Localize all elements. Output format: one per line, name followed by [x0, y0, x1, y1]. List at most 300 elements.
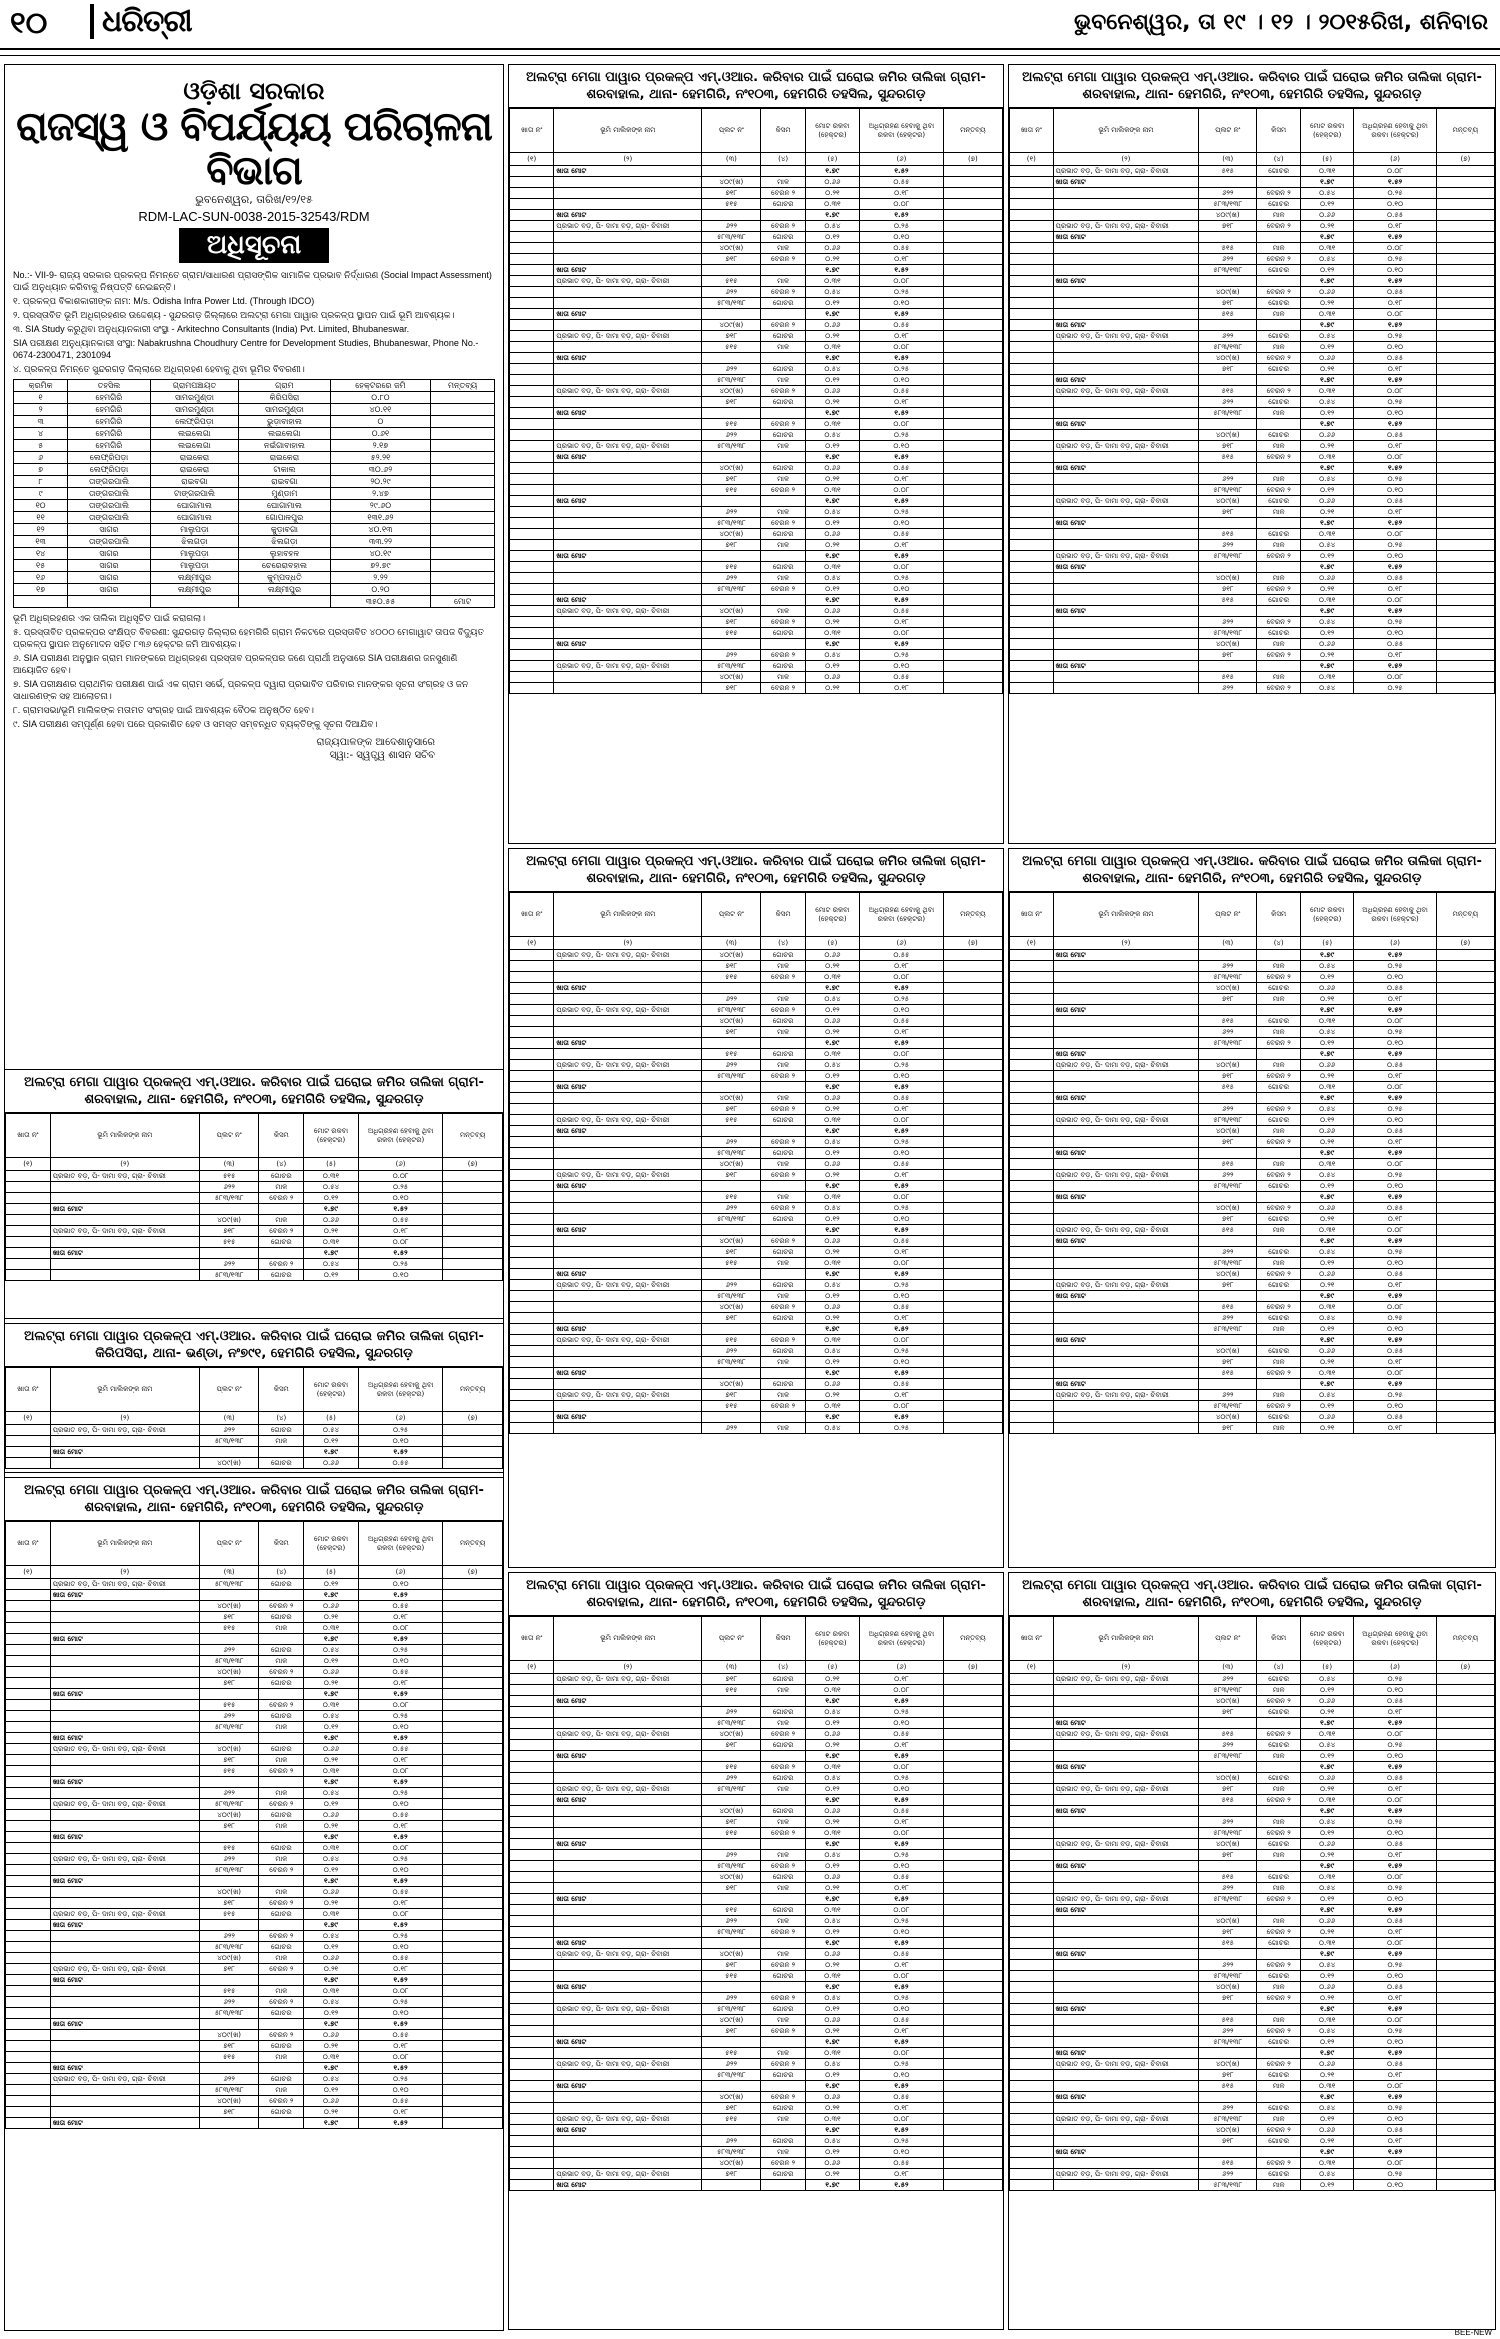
table-cell: ୦.୧୮	[1354, 1850, 1436, 1861]
table-cell	[1010, 628, 1054, 639]
table-row	[510, 972, 1003, 983]
table-cell: ବେରନ ୨	[761, 320, 805, 331]
table-cell	[510, 430, 554, 441]
table-cell: ୦.୩୧	[304, 1909, 359, 1920]
table-cell: ବେରନ ୨	[1257, 1729, 1301, 1740]
table-cell: ୧.୫୨	[860, 309, 944, 320]
table-cell	[6, 1865, 51, 1876]
table-cell: ୦.୧୨	[805, 1718, 859, 1729]
table-cell: ୦.୫୫	[358, 1458, 442, 1469]
table-cell	[1436, 1894, 1494, 1905]
table-cell: ୦.୨୫	[358, 1997, 442, 2008]
table-cell: ୧.୭୯	[805, 1839, 859, 1850]
table-row	[1010, 1247, 1495, 1258]
table-cell: ଖାତା ମୋଟ	[50, 1248, 199, 1259]
table-cell: ୫୮୩/୧୩୮	[1199, 2180, 1257, 2191]
table-cell: ୭୧୮	[1199, 221, 1257, 232]
table-cell	[510, 2070, 554, 2081]
table-cell: ଖାତା ମୋଟ	[1053, 2048, 1199, 2059]
table-cell: ୦.୬୬	[1300, 1982, 1353, 1993]
table-cell	[1010, 1137, 1054, 1148]
table-cell	[510, 243, 554, 254]
table-cell: ମାଳ	[1257, 408, 1301, 419]
table-row	[510, 1685, 1003, 1696]
column-number: (୧)	[6, 1566, 51, 1579]
table-row	[6, 1678, 503, 1689]
table-cell: ୬୨୨	[199, 1425, 259, 1436]
table-cell	[1436, 298, 1494, 309]
table-cell	[943, 1696, 1002, 1707]
table-cell	[554, 1905, 702, 1916]
table-cell: ୫୧୫	[1199, 1729, 1257, 1740]
table-cell	[761, 1751, 805, 1762]
table-cell: ୦.୨୫	[860, 287, 944, 298]
table-cell: ଗୋଚର	[1257, 496, 1301, 507]
table-cell	[761, 496, 805, 507]
table-cell	[6, 1171, 51, 1182]
table-cell: ୦.୫୪	[1300, 397, 1353, 408]
table-cell	[943, 1192, 1002, 1203]
column-header: କିସମ	[1257, 109, 1301, 153]
column-number: (୬)	[358, 1158, 442, 1171]
table-cell: ବେରନ ୨	[1257, 683, 1301, 694]
table-cell: ଖାତା ମୋଟ	[1053, 1005, 1199, 1016]
table-cell	[943, 309, 1002, 320]
summary-cell: ମାଲୁପଡ଼ା	[150, 524, 239, 536]
table-cell: ପ୍ରଭାତ ବଡ଼, ପି- ଦାମା ବଡ଼, ଗ୍ରା- ଚିବାରୀ	[1053, 496, 1199, 507]
table-row	[510, 1795, 1003, 1806]
table-cell	[510, 1137, 554, 1148]
summary-cell	[431, 404, 495, 416]
table-cell: ୦.୧୦	[860, 2147, 944, 2158]
table-row	[6, 2085, 503, 2096]
table-cell: ୦.୨୧	[1300, 2070, 1353, 2081]
table-cell: ୦.୨୧	[1300, 364, 1353, 375]
table-cell: ମାଳ	[1257, 1423, 1301, 1434]
table-cell: ୧.୫୨	[1354, 562, 1436, 573]
table-cell: ୦.୧୨	[304, 1579, 359, 1590]
table-cell: ମାଳ	[1257, 1258, 1301, 1269]
table-cell: ୦.୧୨	[1300, 1401, 1353, 1412]
table-cell: ୦.୧୮	[860, 254, 944, 265]
table-cell: ୦.୧୦	[1354, 2114, 1436, 2125]
table-row	[1010, 1817, 1495, 1828]
table-cell: ୦.୫୫	[1354, 1839, 1436, 1850]
table-cell	[943, 562, 1002, 573]
table-cell: ୦.୧୦	[860, 518, 944, 529]
table-row	[1010, 1005, 1495, 1016]
table-cell: ବେରନ ୨	[1257, 972, 1301, 983]
table-cell: ୦.୫୫	[1354, 496, 1436, 507]
table-cell: ମାଳ	[1257, 639, 1301, 650]
table-cell	[259, 2019, 304, 2030]
table-cell: ମାଳ	[761, 1817, 805, 1828]
table-cell	[1199, 177, 1257, 188]
table-cell: ୪୦୯(ଖ)	[702, 1872, 761, 1883]
table-cell: ୦.୧୦	[1354, 342, 1436, 353]
table-cell: ୦.୧୨	[304, 1656, 359, 1667]
table-cell	[1257, 1905, 1301, 1916]
summary-cell	[431, 536, 495, 548]
table-cell: ୦.୧୮	[358, 2107, 442, 2118]
table-cell	[6, 2030, 51, 2041]
table-row	[6, 1458, 503, 1469]
table-cell: ମାଳ	[259, 2085, 304, 2096]
table-cell	[1053, 265, 1199, 276]
table-cell: ୦.୩୧	[1300, 166, 1353, 177]
table-cell: ୧.୭୯	[805, 2081, 859, 2092]
table-row	[6, 1832, 503, 1843]
table-cell: ୧.୫୨	[358, 1248, 442, 1259]
table-cell	[943, 639, 1002, 650]
table-row	[6, 1248, 503, 1259]
table-cell	[443, 1722, 503, 1733]
table-cell: ୦.୨୫	[1354, 2103, 1436, 2114]
summary-cell	[431, 416, 495, 428]
table-cell	[1199, 1093, 1257, 1104]
table-cell: ୦.୦୮	[1354, 595, 1436, 606]
table-cell	[510, 1412, 554, 1423]
table-cell: ୦.୩୧	[805, 562, 859, 573]
table-cell	[1436, 972, 1494, 983]
table-cell: ୦.୧୨	[805, 1071, 859, 1082]
table-cell	[1053, 1071, 1199, 1082]
table-cell: ବେରନ ୨	[1257, 254, 1301, 265]
table-cell: ଗୋଚର	[761, 628, 805, 639]
table-cell	[1436, 1368, 1494, 1379]
table-cell: ୦.୩୧	[1300, 309, 1353, 320]
notice-item: ୧. ପ୍ରକଳ୍ପ ବିକାଶକାରୀଙ୍କ ନାମ: M/s. Odisha Infra Power Ltd. (Through IDCO)	[13, 296, 315, 306]
table-cell	[443, 1215, 503, 1226]
table-cell	[510, 639, 554, 650]
table-row	[6, 1887, 503, 1898]
table-cell	[1010, 1817, 1054, 1828]
table-cell: ୦.୨୫	[1354, 617, 1436, 628]
table-cell: ୧.୫୨	[860, 408, 944, 419]
table-cell	[943, 1016, 1002, 1027]
table-cell	[943, 1883, 1002, 1894]
table-cell: ୪୦୯(ଖ)	[702, 1159, 761, 1170]
table-cell	[510, 309, 554, 320]
table-cell	[50, 1623, 199, 1634]
table-row	[510, 276, 1003, 287]
table-cell: ୧.୭୯	[805, 1324, 859, 1335]
column-number: (୭)	[1436, 1661, 1494, 1674]
table-cell: ୪୦୯(ଖ)	[1199, 1346, 1257, 1357]
table-row	[510, 1718, 1003, 1729]
table-cell	[943, 2180, 1002, 2191]
table-cell: ୦.୬୬	[805, 177, 859, 188]
summary-row	[14, 392, 495, 404]
column-number: (୭)	[943, 1661, 1002, 1674]
table-cell: ଖାତା ମୋଟ	[554, 408, 702, 419]
table-row	[1010, 1773, 1495, 1784]
table-row	[510, 1839, 1003, 1850]
table-cell	[1436, 1674, 1494, 1685]
table-cell: ୫୧୫	[702, 1258, 761, 1269]
table-cell: ୪୦୯(ଖ)	[702, 1016, 761, 1027]
table-cell: ୦.୬୬	[304, 1810, 359, 1821]
table-cell: ଗୋଚର	[259, 1237, 304, 1248]
table-row	[510, 683, 1003, 694]
table-cell: ମାଳ	[1257, 1982, 1301, 1993]
column-number: (୨)	[50, 1566, 199, 1579]
table-cell	[1436, 617, 1494, 628]
table-cell	[1436, 1137, 1494, 1148]
table-cell	[1010, 2070, 1054, 2081]
table-row	[1010, 353, 1495, 364]
table-cell	[554, 199, 702, 210]
table-cell	[1010, 199, 1054, 210]
table-cell: ଖାତା ମୋଟ	[554, 983, 702, 994]
table-cell	[1010, 507, 1054, 518]
summary-row	[14, 536, 495, 548]
table-cell	[443, 1755, 503, 1766]
table-row	[1010, 1049, 1495, 1060]
land-list-table	[5, 1113, 503, 1281]
table-cell	[1053, 683, 1199, 694]
table-cell: ଖାତା ମୋଟ	[1053, 1236, 1199, 1247]
table-cell	[943, 1971, 1002, 1982]
table-cell	[554, 1148, 702, 1159]
table-cell: ୭୧୮	[702, 254, 761, 265]
table-cell	[943, 1346, 1002, 1357]
table-cell: ୫୧୫	[1199, 2081, 1257, 2092]
summary-cell: ଲେଫ୍ରିପଡ଼ା	[150, 416, 239, 428]
table-cell	[702, 551, 761, 562]
table-cell	[1436, 639, 1494, 650]
table-cell	[1436, 1071, 1494, 1082]
table-cell: ୦.୫୪	[1300, 254, 1353, 265]
table-cell: ୦.୨୫	[1354, 1170, 1436, 1181]
table-cell: ୧.୫୨	[860, 2180, 944, 2191]
table-cell: ୪୦୯(ଖ)	[1199, 983, 1257, 994]
column-header: ଖାତା ନଂ	[1010, 893, 1054, 937]
table-cell	[1053, 2081, 1199, 2092]
table-cell: ଗୋଚର	[259, 1909, 304, 1920]
table-cell: ମାଳ	[761, 606, 805, 617]
table-cell	[510, 1335, 554, 1346]
column-header: ଭୂମି ମାଲିକଙ୍କ ନାମ	[554, 893, 702, 937]
table-cell: ୦.୬୬	[1300, 1696, 1353, 1707]
table-cell: ୧.୫୨	[860, 1982, 944, 1993]
table-cell	[6, 1942, 51, 1953]
table-cell	[1436, 463, 1494, 474]
table-cell	[443, 1920, 503, 1931]
table-cell: ୭୧୮	[199, 1612, 259, 1623]
table-cell: ୫୮୩/୧୩୮	[1199, 1828, 1257, 1839]
notice-item: ୪. ପ୍ରକଳ୍ପ ନିମନ୍ତେ ସୁନ୍ଦରଗଡ଼ ଜିଲ୍ଲାରେ ଅଧିଗ୍ରହଣ ହେବାକୁ ଥିବା ଭୂମିର ବିବରଣୀ।	[13, 364, 305, 374]
table-cell: ଗୋଚର	[761, 1115, 805, 1126]
table-cell: ୦.୦୮	[358, 1623, 442, 1634]
column-header: କିସମ	[761, 893, 805, 937]
table-cell: ୦.୧୮	[1354, 1707, 1436, 1718]
table-row	[510, 1016, 1003, 1027]
table-cell: ୦.୧୨	[304, 2008, 359, 2019]
table-cell: ୦.୨୧	[805, 1674, 859, 1685]
table-row	[1010, 1729, 1495, 1740]
table-cell: ୦.୦୮	[860, 2048, 944, 2059]
summary-cell: ହେମଗିରି	[68, 440, 150, 452]
table-cell: ୦.୧୨	[1300, 1685, 1353, 1696]
table-cell	[1010, 210, 1054, 221]
table-cell: ଗୋଚର	[259, 1711, 304, 1722]
table-cell	[1010, 639, 1054, 650]
table-row	[1010, 1861, 1495, 1872]
table-cell	[443, 1887, 503, 1898]
summary-cell: ୦	[330, 416, 431, 428]
table-cell: ୦.୧୮	[1354, 1071, 1436, 1082]
table-cell	[761, 1795, 805, 1806]
table-cell	[199, 1832, 259, 1843]
column-number: (୧)	[1010, 1661, 1054, 1674]
table-cell	[1010, 1049, 1054, 1060]
signature-block	[13, 736, 495, 762]
table-cell: ୫୧୫	[199, 1843, 259, 1854]
table-cell: ଗୋଚର	[761, 2103, 805, 2114]
table-cell	[6, 1579, 51, 1590]
table-cell: ଖାତା ମୋଟ	[1053, 2147, 1199, 2158]
table-row	[1010, 961, 1495, 972]
table-cell: ୧.୫୨	[1354, 177, 1436, 188]
table-cell: ୬୨୨	[702, 1280, 761, 1291]
table-cell: ୫୮୩/୧୩୮	[1199, 485, 1257, 496]
table-cell	[1010, 485, 1054, 496]
table-cell: ଗୋଚର	[259, 1810, 304, 1821]
table-cell	[199, 1590, 259, 1601]
table-row	[510, 430, 1003, 441]
table-cell: ଗୋଚର	[761, 430, 805, 441]
table-cell	[1053, 1203, 1199, 1214]
table-cell: ବେରନ ୨	[761, 188, 805, 199]
table-cell	[1436, 1390, 1494, 1401]
table-cell	[1010, 1027, 1054, 1038]
table-cell	[1010, 309, 1054, 320]
table-cell: ୦.୫୪	[805, 2059, 859, 2070]
table-cell: ଗୋଚର	[1257, 2070, 1301, 2081]
table-row	[1010, 1949, 1495, 1960]
table-cell: ୫୮୩/୧୩୮	[702, 232, 761, 243]
column-number: (୬)	[860, 937, 944, 950]
table-row	[510, 584, 1003, 595]
table-cell: ୧.୫୨	[1354, 661, 1436, 672]
table-cell: ୦.୨୧	[805, 1960, 859, 1971]
table-cell	[702, 1894, 761, 1905]
table-cell: ୦.୬୬	[1300, 639, 1353, 650]
table-cell: ବେରନ ୨	[259, 1964, 304, 1975]
summary-cell: ୬	[14, 452, 68, 464]
land-list-table	[1009, 108, 1495, 694]
place-date: ଭୁବନେଶ୍ୱର, ତାରିଖ/୧୨/୧୫	[195, 193, 313, 206]
table-cell: ୧.୫୨	[860, 1181, 944, 1192]
table-cell: ପ୍ରଭାତ ବଡ଼, ପି- ଦାମା ବଡ଼, ଗ୍ରା- ଚିବାରୀ	[554, 1949, 702, 1960]
table-cell: ୦.୨୫	[860, 650, 944, 661]
table-cell: ୧.୭୯	[304, 2118, 359, 2129]
table-cell	[1053, 1850, 1199, 1861]
table-cell	[1010, 430, 1054, 441]
table-cell: ଖାତା ମୋଟ	[1053, 1148, 1199, 1159]
table-cell	[6, 1667, 51, 1678]
table-cell: ମାଳ	[761, 540, 805, 551]
table-cell: ଗୋଚର	[761, 1971, 805, 1982]
table-cell: ୬୨୨	[702, 1203, 761, 1214]
table-cell: ୫୮୩/୧୩୮	[1199, 1971, 1257, 1982]
table-cell: ଖାତା ମୋଟ	[554, 1126, 702, 1137]
table-cell	[1053, 342, 1199, 353]
table-cell: ୦.୧୨	[805, 1784, 859, 1795]
table-cell: ୦.୩୧	[1300, 1225, 1353, 1236]
table-cell: ଖାତା ମୋଟ	[554, 353, 702, 364]
table-cell	[510, 1927, 554, 1938]
table-cell: ୫୮୩/୧୩୮	[1199, 551, 1257, 562]
table-cell: ଗୋଚର	[1257, 529, 1301, 540]
table-cell	[259, 1204, 304, 1215]
table-cell: ୦.୬୬	[304, 1953, 359, 1964]
summary-cell: ୪	[14, 428, 68, 440]
table-row	[1010, 221, 1495, 232]
table-cell: ୭୧୮	[702, 188, 761, 199]
table-cell	[702, 983, 761, 994]
table-cell	[554, 628, 702, 639]
column-header: ଅଧିଗ୍ରହଣ ହେବାକୁ ଥିବା ରକବା (ହେକ୍ଟର)	[1354, 893, 1436, 937]
table-cell: ୦.୬୬	[1300, 1412, 1353, 1423]
table-cell	[510, 972, 554, 983]
table-cell	[510, 1060, 554, 1071]
table-cell	[943, 1423, 1002, 1434]
table-cell	[1199, 1861, 1257, 1872]
table-cell: ୦.୧୮	[860, 1817, 944, 1828]
table-row	[510, 2026, 1003, 2037]
table-cell: ୦.୬୬	[1300, 1060, 1353, 1071]
table-cell	[6, 2019, 51, 2030]
signature-line: ସ୍ୱା:- ସ୍ୱତ୍ତ୍ୱ ଶାସନ ସଚିବ	[329, 750, 435, 761]
table-cell: ୦.୦୮	[860, 485, 944, 496]
table-cell: ୦.୧୮	[860, 2026, 944, 2037]
table-cell	[1010, 2059, 1054, 2070]
table-cell	[443, 2052, 503, 2063]
table-cell	[943, 1993, 1002, 2004]
table-cell: ୦.୧୦	[358, 2008, 442, 2019]
table-cell	[1199, 1049, 1257, 1060]
table-cell: ୧.୭୯	[304, 1975, 359, 1986]
table-cell	[6, 1898, 51, 1909]
table-cell: ୦.୧୮	[1354, 298, 1436, 309]
table-cell	[510, 2147, 554, 2158]
table-cell: ୭୧୮	[702, 2103, 761, 2114]
table-cell	[1010, 1762, 1054, 1773]
table-cell	[1053, 2136, 1199, 2147]
table-cell: ମାଳ	[259, 1656, 304, 1667]
table-cell: ଖାତା ମୋଟ	[1053, 177, 1199, 188]
table-cell: ବେରନ ୨	[259, 1259, 304, 1270]
table-cell: ୦.୫୪	[304, 1645, 359, 1656]
table-row	[1010, 1159, 1495, 1170]
table-cell	[554, 298, 702, 309]
table-cell	[259, 1634, 304, 1645]
table-cell: ୦.୩୧	[1300, 529, 1353, 540]
table-cell	[943, 1214, 1002, 1225]
table-row	[6, 1865, 503, 1876]
table-cell: ଖାତା ମୋଟ	[554, 2125, 702, 2136]
table-cell: ୬୨୨	[1199, 1390, 1257, 1401]
table-cell	[943, 1982, 1002, 1993]
table-cell	[1436, 672, 1494, 683]
table-cell: ୧.୭୯	[805, 2180, 859, 2191]
table-cell: ୦.୧୨	[805, 2004, 859, 2015]
table-cell	[943, 2125, 1002, 2136]
dateline: ଭୁବନେଶ୍ୱର, ତା ୧୯ । ୧୨ । ୨୦୧୫ରିଖ, ଶନିବାର	[1073, 10, 1488, 35]
table-cell: ୬୨୨	[199, 1259, 259, 1270]
